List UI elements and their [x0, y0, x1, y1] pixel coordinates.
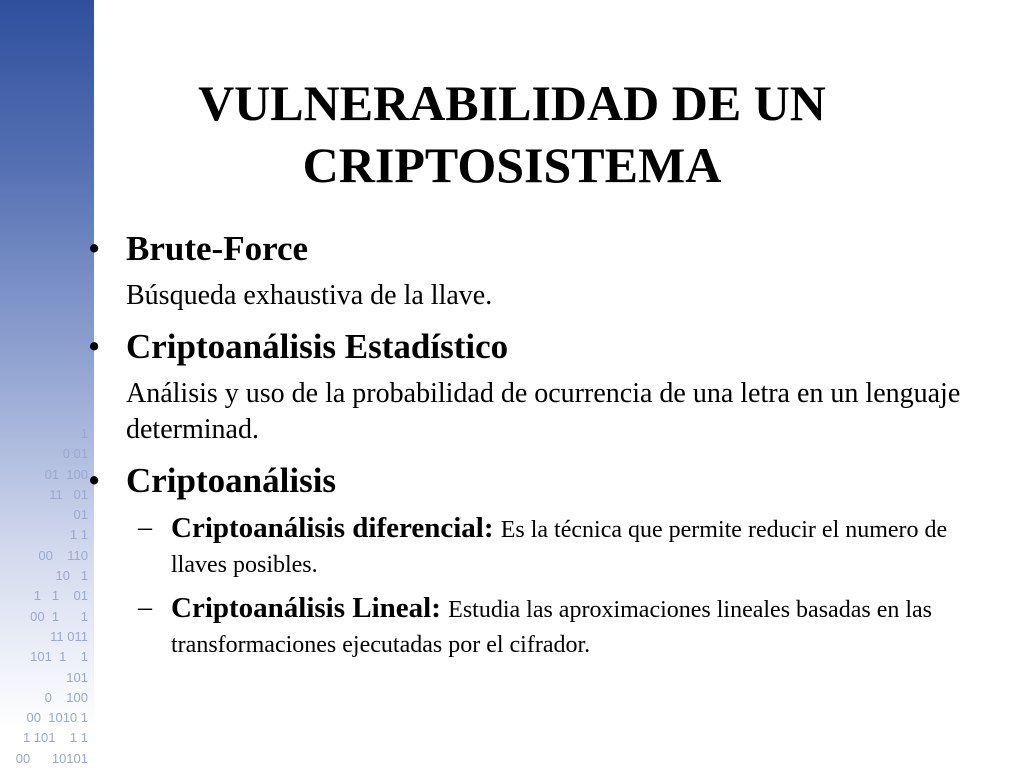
bullet-heading: Criptoanálisis [126, 461, 337, 500]
sub-item-text: Es la técnica que permite reducir el numero de llaves posibles. [171, 517, 948, 578]
bullet-icon: • [88, 461, 101, 500]
bullet-criptoanalisis [86, 458, 966, 504]
bullet-icon: • [88, 229, 101, 268]
sub-item-heading: Criptoanálisis diferencial: [171, 512, 501, 544]
bullet-description: Búsqueda exhaustiva de la llave. [126, 280, 493, 311]
sub-item-heading: Criptoanálisis Lineal: [171, 592, 449, 624]
sub-item-text: Estudia las aproximaciones lineales basadas en las transformaciones ejecutadas por el cifrador. [171, 597, 932, 658]
binary-digits-decoration: 1 0 01 01 100 11 01 01 1 1 00 110 10 1 1 1 01 00 1 1 11 011 101 1 1 101 0 100 00 1010 1 1 101 1 1 00 10101 [15, 426, 88, 766]
slide-content [86, 226, 966, 664]
bullet-heading: Criptoanálisis Estadístico [126, 327, 509, 366]
bullet-criptoanalisis-estadistico [86, 324, 966, 370]
title-line-1: VULNERABILIDAD DE UN [198, 75, 826, 131]
dash-icon: – [138, 512, 152, 543]
bullet-heading: Brute-Force [126, 229, 309, 268]
title-line-2: CRIPTOSISTEMA [302, 137, 722, 193]
sub-item-diferencial [86, 512, 966, 584]
sub-item-lineal [86, 592, 966, 664]
bullet-brute-force [86, 226, 966, 272]
bullet-description: Análisis y uso de la probabilidad de ocurrencia de una letra en un lenguaje determinad. [126, 378, 961, 445]
slide-title [94, 72, 930, 196]
bullet-icon: • [88, 327, 101, 366]
dash-icon: – [138, 592, 152, 623]
